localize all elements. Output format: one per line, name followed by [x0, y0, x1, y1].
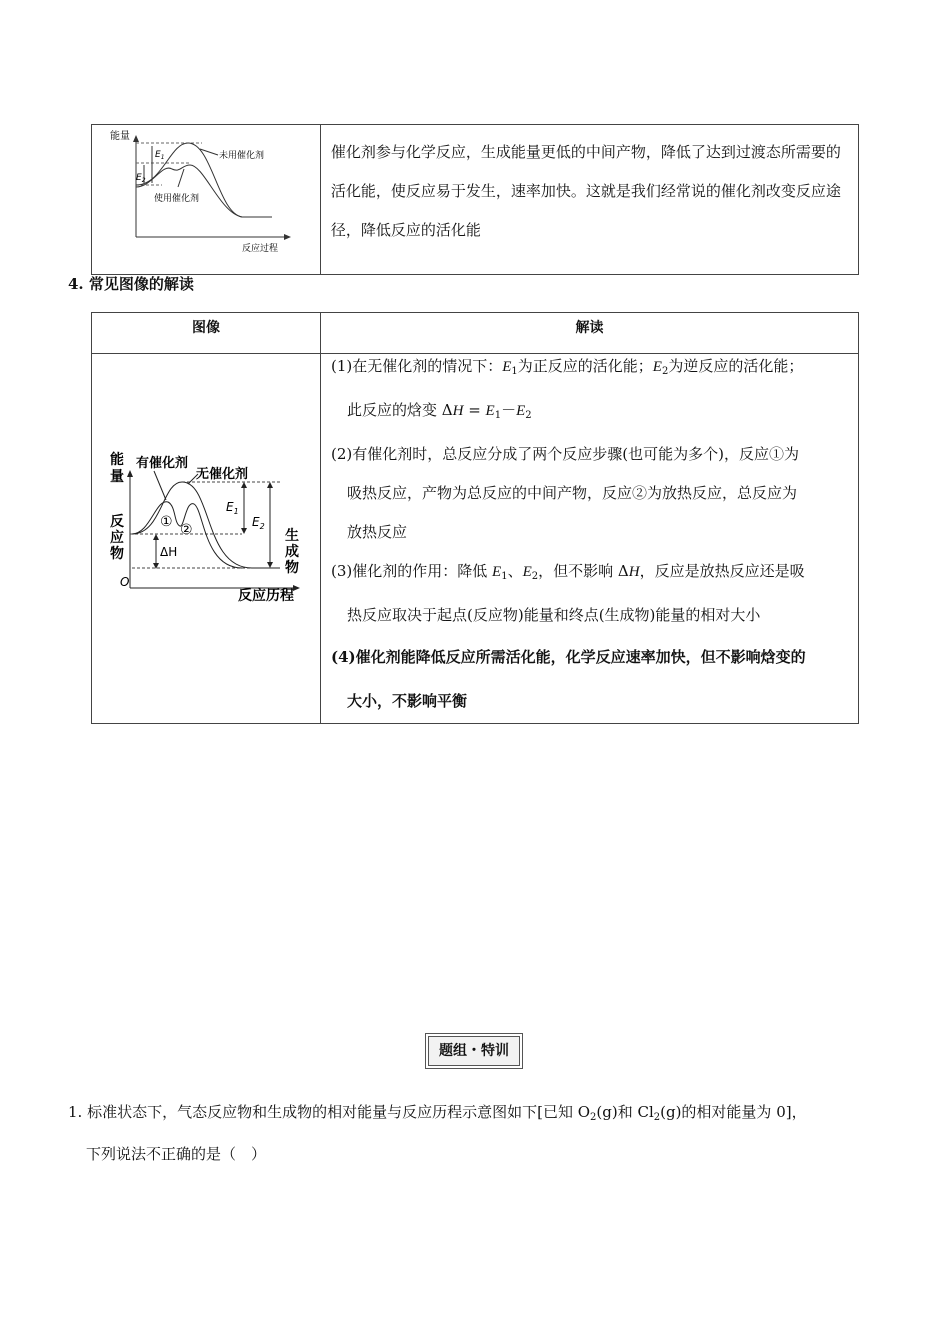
pointer-catalyst	[178, 169, 184, 187]
explanation-2-line-3: 放热反应	[346, 523, 407, 541]
x-axis-arrow	[293, 585, 300, 591]
top-table	[91, 124, 859, 275]
section-title: 常见图像的解读	[88, 275, 194, 293]
explanation-1	[331, 347, 858, 435]
e1-arrow-head-bottom	[241, 528, 247, 534]
section-heading	[68, 274, 194, 294]
main-table	[91, 312, 859, 724]
explanation-3-line-2: 热反应取决于起点(反应物)能量和终点(生成物)能量的相对大小	[346, 606, 761, 624]
y-axis-arrow	[133, 135, 139, 142]
explanation-1-line-2: 此反应的焓变 $\Delta H = E_1-E_2$	[346, 401, 532, 421]
explanation-4	[331, 635, 858, 723]
with-catalyst-label: 有催化剂	[136, 456, 189, 471]
main-text-cell	[320, 354, 858, 724]
question-1	[68, 1094, 898, 1172]
x-axis-label: 反应过程	[242, 244, 279, 254]
reactant-label-1: 反	[110, 514, 124, 530]
y-label-2: 量	[110, 469, 124, 485]
energy-diagram-small	[92, 125, 318, 270]
question-line-2: 下列说法不正确的是（ ）	[86, 1145, 267, 1163]
product-label-2: 成	[285, 544, 299, 560]
step1-label: ①	[160, 514, 173, 530]
header-explain: 解读	[320, 313, 858, 354]
no-catalyst-label: 无催化剂	[196, 467, 249, 482]
reactant-label-3: 物	[110, 546, 124, 562]
question-line-1: 1. 标准状态下，气态反应物和生成物的相对能量与反应历程示意图如下[已知 $O_2(g)$和 $Cl_2(g)$的相对能量为 0]，	[68, 1103, 807, 1123]
top-figure-cell	[92, 125, 321, 275]
energy-diagram-main	[92, 354, 318, 716]
explanation-3	[331, 552, 858, 635]
section-number: 4.	[68, 275, 84, 293]
reactant-label-2: 应	[110, 530, 124, 546]
section-badge	[425, 1033, 523, 1069]
product-label-3: 物	[285, 560, 299, 576]
explanation-1-line-1: (1)在无催化剂的情况下：$E_1$为正反应的活化能；$E_2$为逆反应的活化能；	[330, 357, 804, 377]
step2-label: ②	[180, 522, 193, 538]
main-figure-cell	[92, 354, 321, 724]
e2-label: $E_2$	[136, 173, 146, 184]
explanation-4-line-1: (4)催化剂能降低反应所需活化能，化学反应速率加快，但不影响焓变的	[330, 648, 806, 666]
top-explanation: 催化剂参与化学反应，生成能量更低的中间产物，降低了达到过渡态所需要的活化能，使反应易于发生，速率加快。这就是我们经常说的催化剂改变反应途径，降低反应的活化能	[330, 143, 841, 239]
with-catalyst-pointer	[154, 471, 166, 500]
curve-no-catalyst-label: 未用催化剂	[219, 151, 265, 161]
section-badge-inner: 题组・特训	[428, 1036, 520, 1066]
explanation-3-line-1: (3)催化剂的作用：降低 $E_1$、$E_2$，但不影响 ΔH，反应是放热反应还是吸	[330, 562, 805, 582]
explanation-2	[331, 435, 858, 552]
curve-catalyst-label: 使用催化剂	[154, 194, 200, 204]
y-axis-arrow	[127, 470, 133, 477]
header-image: 图像	[92, 313, 321, 354]
explanation-4-line-2: 大小，不影响平衡	[346, 692, 467, 710]
top-text-cell	[320, 125, 858, 275]
e2-label: $E_2$	[252, 515, 265, 531]
y-axis-label: 能量	[110, 131, 130, 142]
origin-label: O	[120, 575, 130, 589]
e1-arrow-head-top	[241, 482, 247, 488]
explanation-2-line-1: (2)有催化剂时，总反应分成了两个反应步骤(也可能为多个)，反应①为	[330, 445, 799, 463]
e2-arrow-head-bottom	[267, 562, 273, 568]
dh-arrow-head-top	[153, 534, 159, 540]
product-label-1: 生	[285, 528, 299, 544]
x-axis-arrow	[284, 234, 291, 240]
e2-arrow-head-top	[267, 482, 273, 488]
y-label-1: 能	[110, 452, 124, 468]
e1-label: $E_1$	[155, 150, 165, 161]
explanation-2-line-2: 吸热反应，产物为总反应的中间产物，反应②为放热反应，总反应为	[346, 484, 797, 502]
question-number: 1.	[68, 1103, 83, 1121]
dh-label: ΔH	[160, 545, 178, 559]
e1-label: $E_1$	[226, 500, 239, 516]
x-axis-label: 反应历程	[238, 588, 294, 604]
